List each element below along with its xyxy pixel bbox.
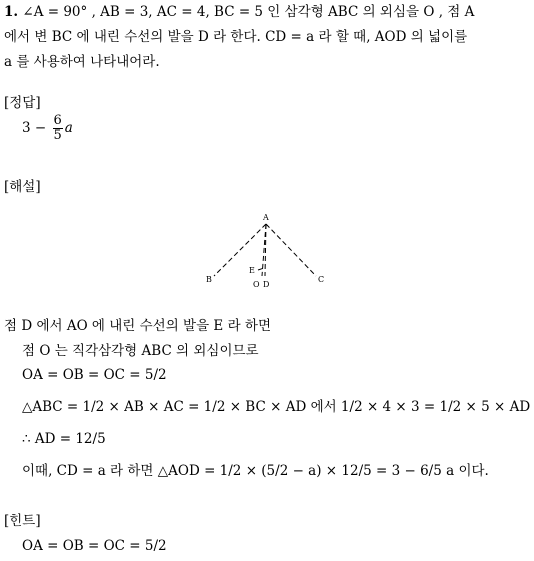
- problem-line-3: a 를 사용하여 나타내어라.: [4, 54, 160, 70]
- hint-line-1: OA = OB = OC = 5/2: [22, 538, 167, 554]
- answer-denominator: 5: [53, 128, 62, 143]
- answer-numerator: 6: [53, 113, 62, 128]
- problem-line-1: [4, 3, 474, 21]
- explanation-line-1: 점 D 에서 AO 에 내린 수선의 발을 E 라 하면: [4, 318, 271, 334]
- explanation-line-2: 점 O 는 직각삼각형 ABC 의 외심이므로: [22, 343, 259, 359]
- label-c: C: [318, 275, 325, 284]
- triangle-diagram: [200, 210, 340, 292]
- answer-variable: a: [64, 120, 73, 136]
- side-ab: [214, 224, 266, 276]
- explanation-line-5: ∴ AD = 12/5: [22, 431, 106, 447]
- explanation-line-3: OA = OB = OC = 5/2: [22, 367, 167, 383]
- side-ac: [266, 224, 316, 276]
- label-d: D: [263, 280, 270, 289]
- answer-expression: [22, 112, 73, 144]
- explanation-header: [해설]: [4, 179, 41, 195]
- answer-header: [정답]: [4, 95, 41, 111]
- label-e: E: [249, 266, 255, 275]
- segment-ad: [265, 224, 266, 276]
- hint-header: [힌트]: [4, 513, 41, 529]
- problem-text-1: ∠A = 90° , AB = 3, AC = 4, BC = 5 인 삼각형 ABC 의 외심을 O , 점 A: [22, 4, 475, 20]
- segment-de: [258, 268, 264, 270]
- answer-fraction: [53, 114, 63, 143]
- label-a: A: [263, 213, 269, 222]
- explanation-line-4: △ABC = 1/2 × AB × AC = 1/2 × BC × AD 에서 1/2 × 4 × 3 = 1/2 × 5 × AD: [22, 399, 531, 415]
- explanation-line-6: 이때, CD = a 라 하면 △AOD = 1/2 × (5/2 − a) × 12/5 = 3 − 6/5 a 이다.: [22, 463, 489, 479]
- label-o: O: [253, 280, 260, 289]
- problem-line-2: 에서 변 BC 에 내린 수선의 발을 D 라 한다. CD = a 라 할 때, AOD 의 넓이를: [4, 29, 468, 45]
- problem-number: 1.: [4, 4, 19, 20]
- answer-prefix: 3 −: [22, 120, 47, 136]
- label-b: B: [206, 275, 212, 284]
